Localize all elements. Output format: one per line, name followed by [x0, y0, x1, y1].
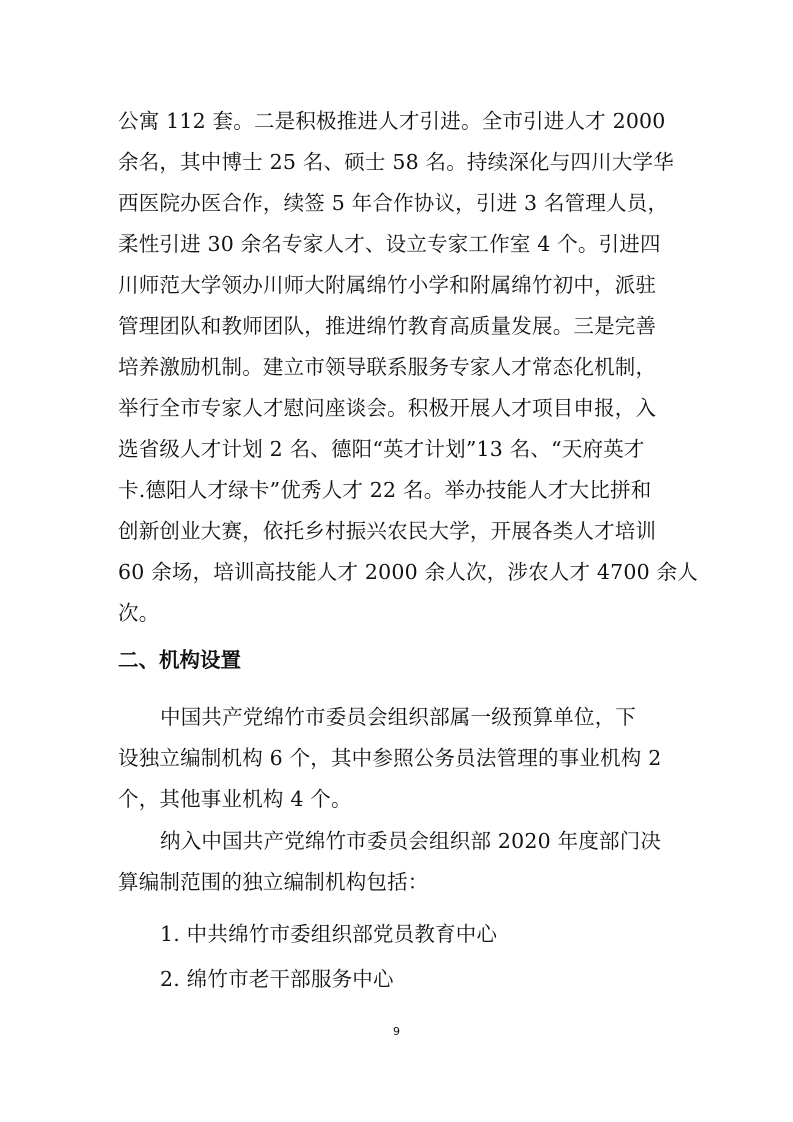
- paragraph-3-line: 算编制范围的独立编制机构包括：: [118, 870, 429, 894]
- paragraph-1-line: 举行全市专家人才慰问座谈会。积极开展人才项目申报，入: [118, 396, 657, 420]
- paragraph-2-line: 设独立编制机构 6 个，其中参照公务员法管理的事业机构 2: [118, 746, 662, 770]
- paragraph-1-line: 60 余场，培训高技能人才 2000 余人次，涉农人才 4700 余人: [118, 560, 699, 584]
- page-number: 9: [393, 1025, 400, 1038]
- paragraph-1-line: 柔性引进 30 余名专家人才、设立专家工作室 4 个。引进四: [118, 232, 661, 256]
- paragraph-2-line: 个，其他事业机构 4 个。: [118, 787, 352, 811]
- paragraph-1-line: 余名，其中博士 25 名、硕士 58 名。持续深化与四川大学华: [118, 150, 674, 174]
- paragraph-1-line: 管理团队和教师团队，推进绵竹教育高质量发展。三是完善: [118, 314, 657, 338]
- paragraph-1-line: 次。: [118, 601, 160, 625]
- paragraph-1-line: 川师范大学领办川师大附属绵竹小学和附属绵竹初中，派驻: [118, 273, 657, 297]
- paragraph-1-line: 西医院办医合作，续签 5 年合作协议，引进 3 名管理人员，: [118, 191, 669, 215]
- paragraph-1-line: 选省级人才计划 2 名、德阳“英才计划”13 名、“天府英才: [118, 437, 645, 461]
- paragraph-2-line: 中国共产党绵竹市委员会组织部属一级预算单位，下: [160, 705, 637, 729]
- paragraph-1-line: 创新创业大赛，依托乡村振兴农民大学，开展各类人才培训: [118, 519, 657, 543]
- section-heading: 二、机构设置: [118, 648, 241, 672]
- paragraph-3-line: 纳入中国共产党绵竹市委员会组织部 2020 年度部门决: [160, 829, 662, 853]
- list-item: 2. 绵竹市老干部服务中心: [160, 967, 394, 991]
- paragraph-1-line: 培养激励机制。建立市领导联系服务专家人才常态化机制，: [118, 355, 657, 379]
- paragraph-1-line: 公寓 112 套。二是积极推进人才引进。全市引进人才 2000: [118, 109, 666, 133]
- list-item: 1. 中共绵竹市委组织部党员教育中心: [160, 922, 498, 946]
- paragraph-1-line: 卡.德阳人才绿卡”优秀人才 22 名。举办技能人才大比拼和: [118, 478, 652, 502]
